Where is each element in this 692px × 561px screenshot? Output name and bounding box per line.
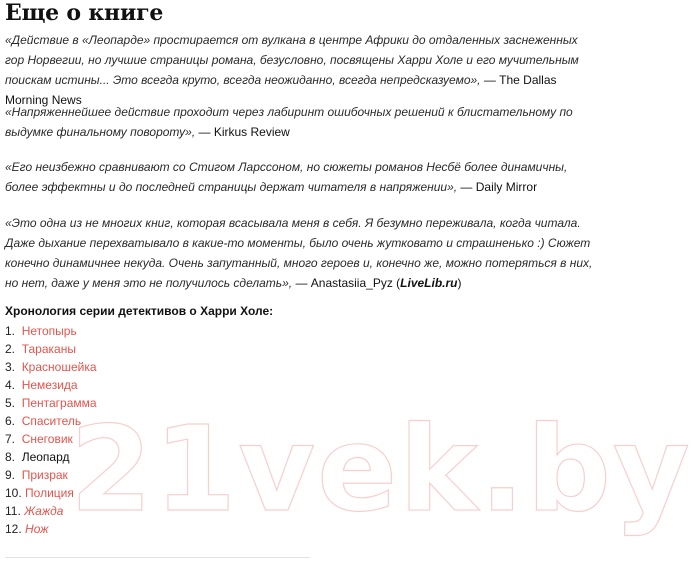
divider (5, 557, 310, 558)
book-link-zhazhda[interactable]: Жажда (24, 504, 64, 518)
list-item (5, 340, 97, 358)
book-current-leopard: Леопард (21, 450, 70, 464)
series-heading: Хронология серии детективов о Харри Холе: (5, 304, 274, 318)
quote-source: — The Dallas Morning News (5, 73, 557, 107)
book-link-krasnosheyka[interactable]: Красношейка (21, 360, 97, 374)
list-item-number: 5. (5, 396, 16, 410)
book-link-spasitel[interactable]: Спаситель (21, 414, 82, 428)
list-item-number: 1. (5, 324, 16, 338)
list-item-number: 10. (5, 486, 22, 500)
series-list (5, 322, 97, 538)
review-quote (5, 30, 595, 110)
list-item-number: 6. (5, 414, 16, 428)
quote-text: «Это одна из не многих книг, которая всасывала меня в себя. Я безумно переживала, когда читала. Даже дыхание перехватывало в какие-то моменты, было очень жутковато и страшненько :) Сюжет конечно динамичнее некуда. Очень запутанный, много героев и, конечно же, можно потеряться в них, но нет, даже у меня это не получилось сделать», (5, 216, 593, 290)
list-item-number: 8. (5, 450, 16, 464)
quote-source: — Kirkus Review (195, 125, 290, 139)
list-item (5, 466, 97, 484)
list-item (5, 430, 97, 448)
list-item (5, 520, 97, 538)
list-item-number: 9. (5, 468, 16, 482)
book-link-pentagramma[interactable]: Пентаграмма (21, 396, 97, 410)
quote-source: — Anastasiia_Pyz ( (292, 276, 401, 290)
book-link-nozh[interactable]: Нож (25, 522, 49, 536)
list-item-number: 3. (5, 360, 16, 374)
watermark-logo: 21vek.by (70, 400, 692, 538)
list-item (5, 358, 97, 376)
book-link-policiya[interactable]: Полиция (25, 486, 74, 500)
quote-text: «Действие в «Леопарде» простирается от вулкана в центре Африки до отдаленных заснеженных гор Норвегии, но лучшие страницы романа, безусловно, посвящены Харри Холе и его мучительным поискам истины... Это всегда круто, всегда неожиданно, всегда непредсказуемо», (5, 33, 579, 87)
list-item (5, 394, 97, 412)
list-item (5, 448, 97, 466)
quote-site: LiveLib.ru (400, 276, 458, 290)
list-item-number: 11. (5, 504, 21, 518)
list-item-number: 2. (5, 342, 16, 356)
list-item (5, 484, 97, 502)
review-quote (5, 157, 595, 197)
review-quote (5, 102, 595, 142)
review-quote (5, 213, 595, 293)
list-item (5, 502, 97, 520)
book-link-netopyr[interactable]: Нетопырь (21, 324, 77, 338)
list-item-number: 7. (5, 432, 16, 446)
section-heading: Еще о книге (5, 0, 164, 26)
list-item (5, 322, 97, 340)
book-link-prizrak[interactable]: Призрак (21, 468, 68, 482)
list-item-number: 12. (5, 522, 22, 536)
quote-source: — Daily Mirror (457, 180, 538, 194)
quote-source-close: ) (457, 276, 462, 290)
list-item (5, 376, 97, 394)
quote-text: «Напряженнейшее действие проходит через лабиринт ошибочных решений к блистательному по выдумке финальному повороту», (5, 105, 573, 139)
book-link-tarakany[interactable]: Тараканы (21, 342, 76, 356)
book-link-snegovik[interactable]: Снеговик (21, 432, 73, 446)
quote-text: «Его неизбежно сравнивают со Стигом Ларссоном, но сюжеты романов Несбё более динамичны, более эффектны и до последней страницы держат читателя в напряжении», (5, 160, 568, 194)
book-link-nemezida[interactable]: Немезида (21, 378, 78, 392)
list-item-number: 4. (5, 378, 16, 392)
list-item (5, 412, 97, 430)
